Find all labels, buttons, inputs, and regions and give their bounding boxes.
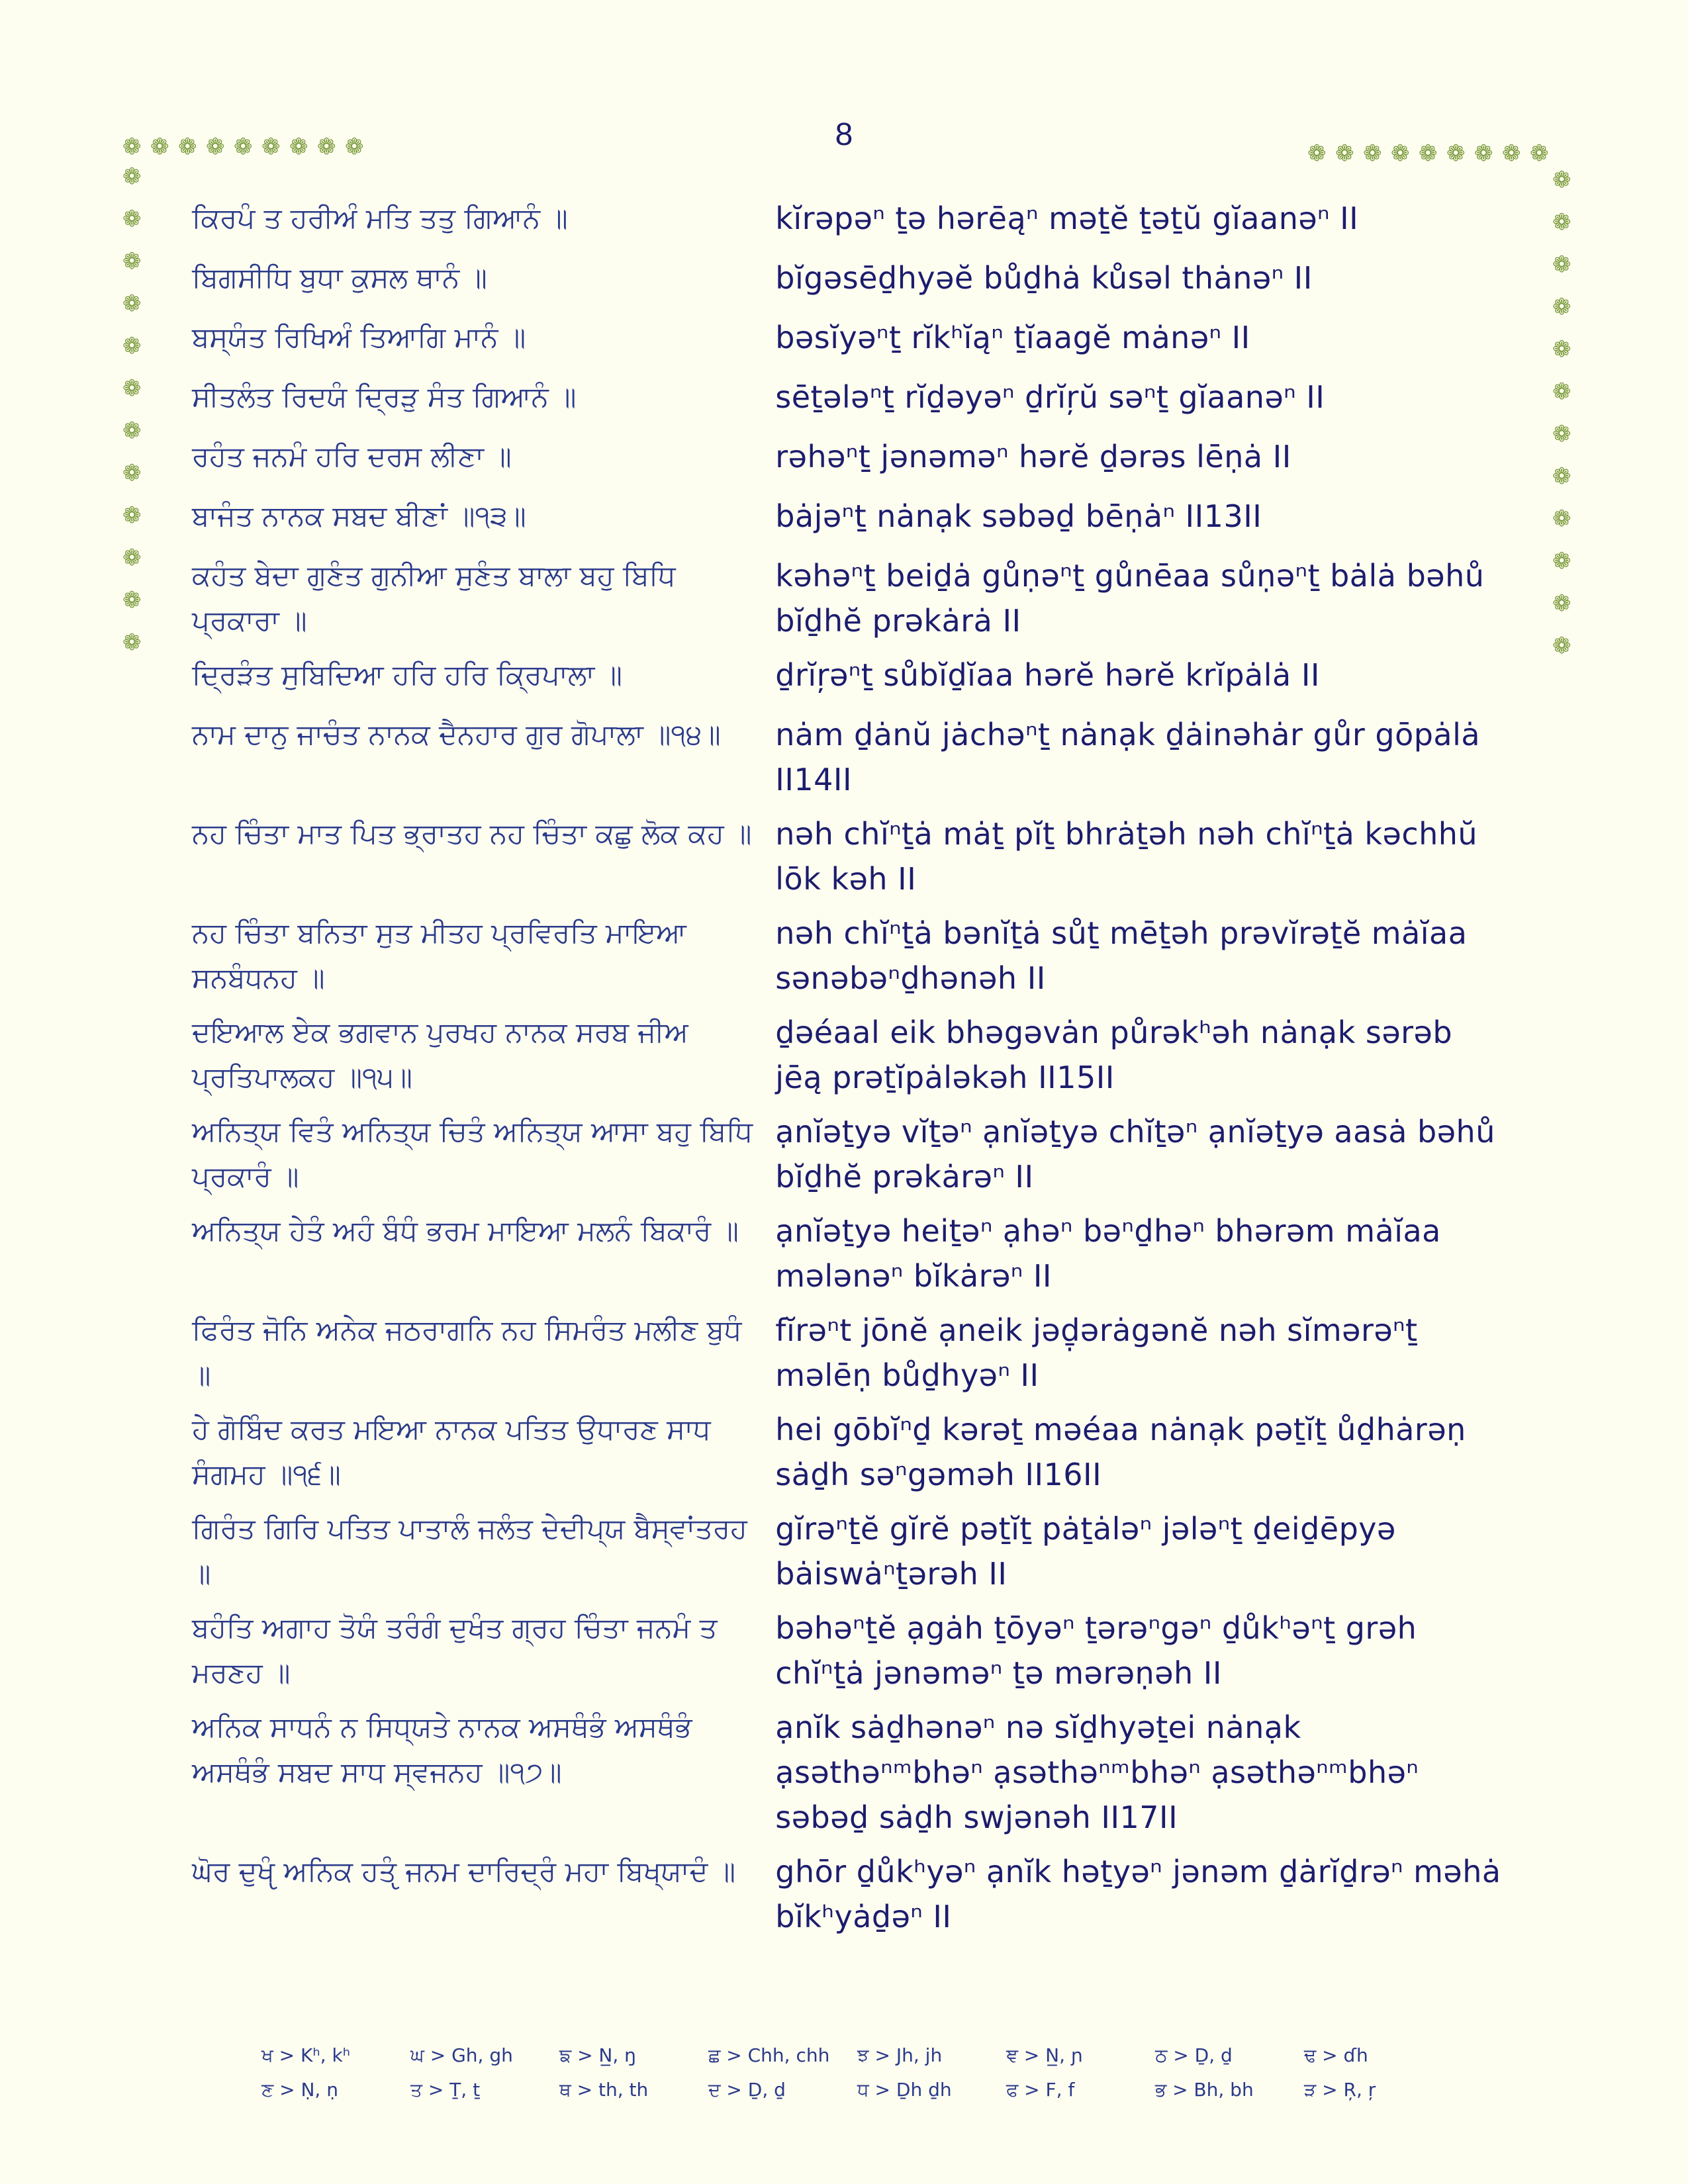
flower-ornament-icon: ❁ — [122, 460, 142, 486]
flower-ornament-icon: ❁ — [1530, 140, 1549, 167]
gurmukhi-text: ਨਾਮ ਦਾਨੁ ਜਾਚੰਤ ਨਾਨਕ ਦੈਨਹਾਰ ਗੁਰ ਗੋਪਾਲਾ ॥੧੪॥ — [192, 718, 721, 751]
verse-row — [192, 255, 1503, 300]
gurmukhi-text: ਹੇ ਗੋਬਿੰਦ ਕਰਤ ਮਇਆ ਨਾਨਕ ਪਤਿਤ ਉਧਾਰਣ ਸਾਧ ਸੰਗਮਹ ॥੧੬॥ — [192, 1413, 711, 1490]
legend-item: ਭ > Bh, bh — [1155, 2079, 1254, 2101]
gurmukhi-text: ਬਸ੍ਯੰਤ ਰਿਖਿਅੰ ਤਿਆਗਿ ਮਾਨੰ ॥ — [192, 321, 526, 353]
verse-row — [192, 1705, 1503, 1840]
verse-row — [192, 653, 1503, 698]
legend-item: ਠ > Ḏ, ḏ — [1155, 2044, 1233, 2066]
gurmukhi-text: ਬਿਗਸੀਧਿ ਬੁਧਾ ਕੁਸਲ ਥਾਨੰ ॥ — [192, 261, 487, 294]
transliteration-text: ạnĭəṯyə heiṯəⁿ ạhəⁿ bəⁿḏhəⁿ bhərəm mȧĭaa mələnəⁿ bĭkȧrəⁿ II — [775, 1213, 1441, 1294]
gurmukhi-text: ਦ੍ਰਿੜੰਤ ਸੁਬਿਦਿਆ ਹਰਿ ਹਰਿ ਕ੍ਰਿਪਾਲਾ ॥ — [192, 659, 622, 691]
verse-row — [192, 811, 1503, 901]
verse-row — [192, 1606, 1503, 1696]
flower-ornament-icon: ❁ — [1363, 140, 1382, 167]
flower-ornament-icon: ❁ — [1552, 463, 1571, 490]
flower-ornament-icon: ❁ — [289, 134, 308, 160]
flower-ornament-icon: ❁ — [1552, 548, 1571, 574]
legend-item: ਛ > Chh, chh — [708, 2044, 830, 2066]
flower-ornament-icon: ❁ — [178, 134, 197, 160]
transliteration-text: ạnĭəṯyə vĭṯəⁿ ạnĭəṯyə chĭṯəⁿ ạnĭəṯyə aasȧ bəhů bĭḏhĕ prəkȧrəⁿ II — [775, 1114, 1495, 1195]
flower-ornament-icon: ❁ — [1552, 506, 1571, 532]
transliteration-text: ḏəéaal eik bhəgəvȧn půrəkʰəh nȧnạk sərəb jēą prəṯĭpȧləkəh II15II — [775, 1015, 1453, 1095]
flower-ornament-icon: ❁ — [1552, 379, 1571, 405]
verse-row — [192, 712, 1503, 802]
flower-ornament-icon: ❁ — [1335, 140, 1354, 167]
flower-ornament-icon: ❁ — [1552, 590, 1571, 617]
verse-row — [192, 553, 1503, 643]
verse-row — [192, 1849, 1503, 1939]
flower-ornament-icon: ❁ — [1552, 294, 1571, 320]
transliteration-text: ạnĭk sȧḏhənəⁿ nə sĭḏhyəṯei nȧnạk ạsəthəⁿᵐbhəⁿ ạsəthəⁿᵐbhəⁿ ạsəthəⁿᵐbhəⁿ səbəḏ sȧḏh swjənəh II17II — [775, 1709, 1419, 1835]
legend-item: ਝ > Jh, jh — [857, 2044, 943, 2066]
flower-ornament-icon: ❁ — [206, 134, 225, 160]
gurmukhi-text: ਨਹ ਚਿੰਤਾ ਮਾਤ ਪਿਤ ਭ੍ਰਾਤਹ ਨਹ ਚਿੰਤਾ ਕਛੁ ਲੋਕ ਕਹ ॥ — [192, 817, 752, 850]
legend-item: ਤ > Ṯ, ṯ — [410, 2079, 481, 2101]
gurmukhi-text: ਬਹੰਤਿ ਅਗਾਹ ਤੋਯੰ ਤਰੰਗੰ ਦੁਖੰਤ ਗ੍ਰਹ ਚਿੰਤਾ ਜਨਮੰ ਤ ਮਰਣਹ ॥ — [192, 1612, 718, 1689]
gurmukhi-text: ਕਿਰਪੰ ਤ ਹਰੀਅੰ ਮਤਿ ਤਤੁ ਗਿਆਨੰ ॥ — [192, 202, 568, 234]
page-number: 8 — [835, 117, 853, 152]
legend-item: ਢ > ɗh — [1304, 2044, 1368, 2066]
flower-ornament-icon: ❁ — [122, 545, 142, 571]
transliteration-text: nəh chĭⁿṯȧ mȧṯ pĭṯ bhrȧṯəh nəh chĭⁿṯȧ kəchhŭ lōk kəh II — [775, 816, 1478, 897]
flower-ornament-icon: ❁ — [122, 134, 142, 160]
legend-item: ਘ > Gh, gh — [410, 2044, 513, 2066]
flower-ornament-icon: ❁ — [1552, 167, 1571, 193]
flower-ornament-icon: ❁ — [1552, 251, 1571, 278]
verse-row — [192, 1308, 1503, 1398]
transliteration-text: gĭrəⁿṯĕ gĭrĕ pəṯĭṯ pȧṯȧləⁿ jələⁿṯ ḏeiḏēpyə bȧiswȧⁿṯərəh II — [775, 1511, 1396, 1592]
flower-ornament-icon: ❁ — [1552, 209, 1571, 236]
verse-row — [192, 1010, 1503, 1100]
transliteration-text: hei gōbĭⁿḏ kərəṯ məéaa nȧnạk pəṯĭṯ ůḏhȧrəṇ sȧḏh səⁿgəməh II16II — [775, 1412, 1466, 1492]
transliteration-text: nȧm ḏȧnŭ jȧchəⁿṯ nȧnạk ḏȧinəhȧr gůr gōpȧlȧ II14II — [775, 717, 1481, 797]
verse-row — [192, 494, 1503, 539]
gurmukhi-text: ਸੀਤਲੰਤ ਰਿਦਯੰ ਦ੍ਰਿੜੁ ਸੰਤ ਗਿਆਨੰ ॥ — [192, 381, 577, 413]
gurmukhi-text: ਬਾਜੰਤ ਨਾਨਕ ਸਬਦ ਬੀਣਾਂ ॥੧੩॥ — [192, 500, 526, 532]
gurmukhi-text: ਰਹੰਤ ਜਨਮੰ ਹਰਿ ਦਰਸ ਲੀਣਾ ॥ — [192, 440, 512, 473]
legend-item: ਧ > Ḏh ḏh — [857, 2079, 952, 2101]
flower-ornament-icon: ❁ — [1474, 140, 1493, 167]
legend-row — [261, 2073, 1453, 2107]
legend-item: ਞ > N̲, ɲ — [1006, 2044, 1083, 2066]
transliteration-text: bəsĭyəⁿṯ rĭkʰĭąⁿ ṯĭaagĕ mȧnəⁿ II — [775, 320, 1250, 355]
flower-ornament-icon: ❁ — [122, 163, 142, 190]
transliteration-text: rəhəⁿṯ jənəməⁿ hərĕ ḏərəs lēṇȧ II — [775, 439, 1291, 475]
flower-ornament-icon: ❁ — [261, 134, 281, 160]
flower-ornament-icon: ❁ — [122, 502, 142, 529]
legend-item: ਖ > Kʰ, kʰ — [261, 2044, 351, 2066]
gurmukhi-text: ਘੋਰ ਦੁਖੵੰ ਅਨਿਕ ਹਤੵੰ ਜਨਮ ਦਾਰਿਦ੍ਰੰ ਮਹਾ ਬਿਖ੍ਯਾਦੰ ॥ — [192, 1855, 736, 1888]
verse-row — [192, 196, 1503, 241]
transliteration-text: bȧjəⁿṯ nȧnạk səbəḏ bēṇȧⁿ II13II — [775, 498, 1262, 534]
gurmukhi-text: ਨਹ ਚਿੰਤਾ ਬਨਿਤਾ ਸੁਤ ਮੀਤਹ ਪ੍ਰਵਿਰਤਿ ਮਾਇਆ ਸਨਬੰਧਨਹ ॥ — [192, 917, 686, 994]
gurmukhi-text: ਫਿਰੰਤ ਜੋਨਿ ਅਨੇਕ ਜਠਰਾਗਨਿ ਨਹ ਸਿਮਰੰਤ ਮਲੀਣ ਬੁਧੰ ॥ — [192, 1314, 742, 1391]
flower-ornament-icon: ❁ — [345, 134, 364, 160]
verse-row — [192, 315, 1503, 360]
verse-table — [192, 196, 1503, 1954]
transliteration-text: kəhəⁿṯ beiḏȧ gůṇəⁿṯ gůnēaa sůṇəⁿṯ bȧlȧ bəhů bĭḏhĕ prəkȧrȧ II — [775, 558, 1485, 639]
legend-item: ਣ > Ṇ, ṇ — [261, 2079, 338, 2101]
transliteration-legend — [261, 2038, 1453, 2107]
transliteration-text: bəhəⁿṯĕ ạgȧh ṯōyəⁿ ṯərəⁿgəⁿ ḏůkʰəⁿṯ grəh chĭⁿṯȧ jənəməⁿ ṯə mərəṇəh II — [775, 1610, 1417, 1691]
flower-ornament-icon: ❁ — [1552, 633, 1571, 659]
flower-ornament-icon: ❁ — [1552, 421, 1571, 447]
transliteration-text: fĭrəⁿt jōnĕ ạneik jəḏ̣ərȧgənĕ nəh sĭmərəⁿṯ məlēṇ bůḏhyəⁿ II — [775, 1312, 1418, 1393]
legend-item: ਙ > N̲, ŋ — [559, 2044, 636, 2066]
flower-ornament-icon: ❁ — [122, 418, 142, 444]
transliteration-text: nəh chĭⁿṯȧ bənĭṯȧ sůṯ mēṯəh prəvĭrəṯĕ mȧĭaa sənəbəⁿḏhənəh II — [775, 915, 1468, 996]
flower-ornament-icon: ❁ — [317, 134, 336, 160]
legend-row — [261, 2038, 1453, 2073]
legend-item: ੜ > Ŗ, ŗ — [1304, 2079, 1376, 2101]
flower-ornament-icon: ❁ — [122, 206, 142, 232]
flower-ornament-icon: ❁ — [1552, 336, 1571, 363]
gurmukhi-text: ਕਹੰਤ ਬੇਦਾ ਗੁਣੰਤ ਗੁਨੀਆ ਸੁਣੰਤ ਬਾਲਾ ਬਹੁ ਬਿਧਿ ਪ੍ਰਕਾਰਾ ॥ — [192, 559, 676, 637]
transliteration-text: ḏrĭŗəⁿṯ sůbĭḏĭaa hərĕ hərĕ krĭpȧlȧ II — [775, 657, 1320, 693]
gurmukhi-text: ਦਇਆਲ ਏਕ ਭਗਵਾਨ ਪੁਰਖਹ ਨਾਨਕ ਸਰਬ ਜੀਅ ਪ੍ਰਤਿਪਾਲਕਹ ॥੧੫॥ — [192, 1016, 688, 1093]
verse-row — [192, 911, 1503, 1001]
verse-row — [192, 1506, 1503, 1596]
flower-ornament-icon: ❁ — [1307, 140, 1327, 167]
flower-ornament-icon: ❁ — [122, 629, 142, 656]
verse-row — [192, 375, 1503, 420]
flower-ornament-icon: ❁ — [122, 375, 142, 402]
flower-ornament-icon: ❁ — [1391, 140, 1410, 167]
flower-ornament-icon: ❁ — [150, 134, 169, 160]
flower-ornament-icon: ❁ — [122, 291, 142, 317]
flower-ornament-icon: ❁ — [234, 134, 253, 160]
legend-item: ਦ > Ḏ, ḏ — [708, 2079, 786, 2101]
verse-row — [192, 434, 1503, 479]
flower-ornament-icon: ❁ — [122, 248, 142, 275]
transliteration-text: ghōr ḏůkʰyəⁿ ạnĭk həṯyəⁿ jənəm ḏȧrĭḏrəⁿ məhȧ bĭkʰyȧḏəⁿ II — [775, 1854, 1501, 1934]
legend-item: ਫ > F, f — [1006, 2079, 1075, 2101]
verse-row — [192, 1208, 1503, 1298]
gurmukhi-text: ਗਿਰੰਤ ਗਿਰਿ ਪਤਿਤ ਪਾਤਾਲੰ ਜਲੰਤ ਦੇਦੀਪ੍ਯ ਬੈਸ੍ਵਾਂਤਰਹ ॥ — [192, 1512, 747, 1590]
verse-row — [192, 1109, 1503, 1199]
flower-ornament-icon: ❁ — [1419, 140, 1438, 167]
flower-ornament-icon: ❁ — [1502, 140, 1521, 167]
transliteration-text: kĭrəpəⁿ ṯə hərēąⁿ məṯĕ ṯəṯŭ gĭaanəⁿ II — [775, 201, 1359, 236]
flower-ornament-icon: ❁ — [1446, 140, 1466, 167]
verse-row — [192, 1407, 1503, 1497]
transliteration-text: bĭgəsēḏhyəĕ bůḏhȧ kůsəl thȧnəⁿ II — [775, 260, 1313, 296]
gurmukhi-text: ਅਨਿਤ੍ਯ ਵਿਤੰ ਅਨਿਤ੍ਯ ਚਿਤੰ ਅਨਿਤ੍ਯ ਆਸਾ ਬਹੁ ਬਿਧਿ ਪ੍ਰਕਾਰੰ ॥ — [192, 1115, 753, 1193]
gurmukhi-text: ਅਨਿਤ੍ਯ ਹੇਤੰ ਅਹੰ ਬੰਧੰ ਭਰਮ ਮਾਇਆ ਮਲਨੰ ਬਿਕਾਰੰ ॥ — [192, 1214, 739, 1247]
gurmukhi-text: ਅਨਿਕ ਸਾਧਨੰ ਨ ਸਿਧ੍ਯਤੇ ਨਾਨਕ ਅਸਥੰਭੰ ਅਸਥੰਭੰ ਅਸਥੰਭੰ ਸਬਦ ਸਾਧ ਸ੍ਵਜਨਹ ॥੧੭॥ — [192, 1711, 692, 1788]
flower-ornament-icon: ❁ — [122, 587, 142, 614]
legend-item: ਥ > th, th — [559, 2079, 649, 2101]
transliteration-text: sēṯələⁿṯ rĭḏəyəⁿ ḏrĭŗŭ səⁿṯ gĭaanəⁿ II — [775, 379, 1325, 415]
flower-ornament-icon: ❁ — [122, 333, 142, 359]
